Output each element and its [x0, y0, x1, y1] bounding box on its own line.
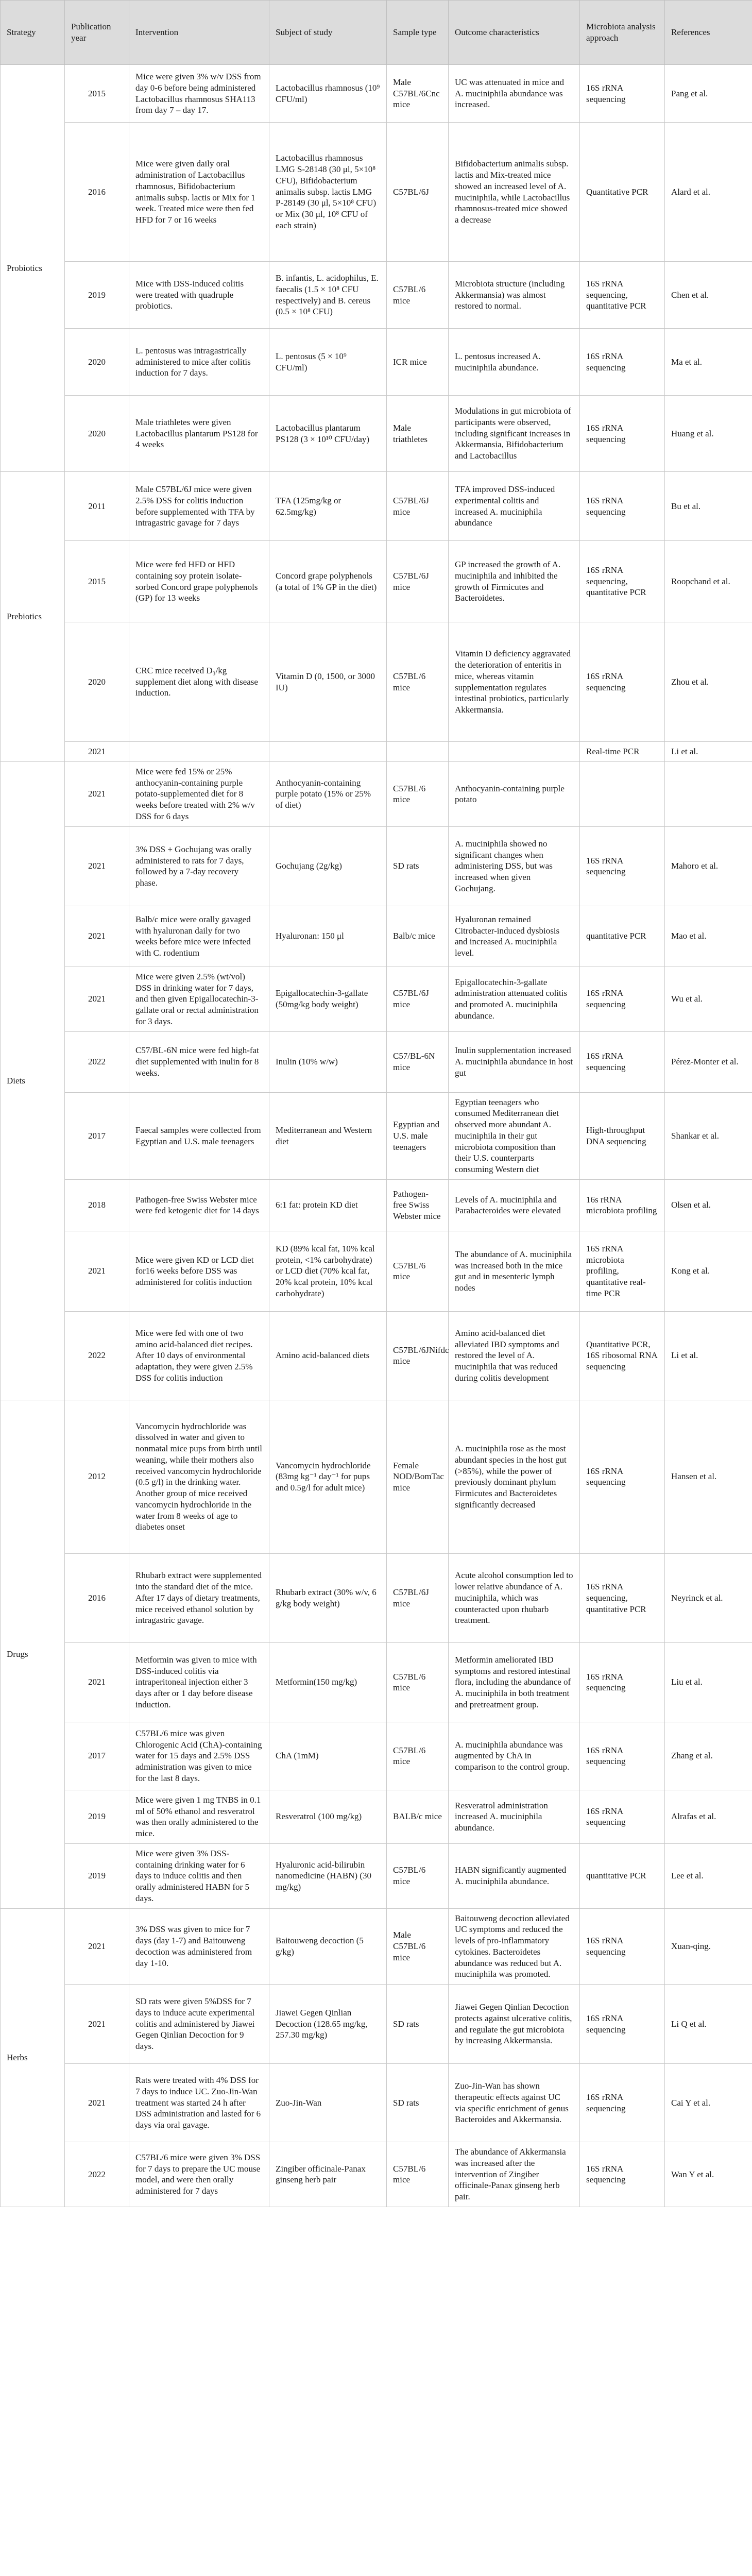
sample-type-cell: SD rats: [387, 2064, 449, 2142]
year-cell: 2016: [65, 123, 129, 262]
reference-cell: Li et al.: [665, 1311, 752, 1400]
outcome-cell: Modulations in gut microbiota of participants were observed, including significant increases in Akkermansia, Bifidobacterium and Lactobacillus: [449, 396, 580, 472]
analysis-cell: 16S rRNA sequencing: [580, 2064, 665, 2142]
reference-cell: Roopchand et al.: [665, 541, 752, 622]
table-row: [1, 472, 752, 541]
strategy-cell: Drugs: [1, 1400, 65, 1908]
header-outcome: Outcome characteristics: [449, 1, 580, 65]
intervention-cell: Mice were given KD or LCD diet for16 weeks before DSS was administered for colitis induction: [129, 1231, 269, 1311]
reference-cell: Hansen et al.: [665, 1400, 752, 1553]
outcome-cell: A. muciniphila abundance was augmented by ChA in comparison to the control group.: [449, 1722, 580, 1790]
year-cell: 2022: [65, 1031, 129, 1092]
subject-cell: Epigallocatechin-3-gallate (50mg/kg body weight): [269, 967, 387, 1031]
table-row: [1, 906, 752, 967]
outcome-cell: GP increased the growth of A. muciniphila and inhibited the growth of Firmicutes and Bacteroidetes.: [449, 541, 580, 622]
subject-cell: Lactobacillus plantarum PS128 (3 × 10¹⁰ CFU/day): [269, 396, 387, 472]
analysis-cell: 16S rRNA sequencing: [580, 1722, 665, 1790]
intervention-cell: Mice were given 2.5% (wt/vol) DSS in drinking water for 7 days, and then given Epigallocatechin-3-gallate oral or rectal administration for 3 days.: [129, 967, 269, 1031]
reference-cell: Shankar et al.: [665, 1092, 752, 1179]
outcome-cell: Inulin supplementation increased A. muciniphila abundance in host gut: [449, 1031, 580, 1092]
year-cell: 2017: [65, 1722, 129, 1790]
outcome-cell: Epigallocatechin-3-gallate administration attenuated colitis and promoted A. muciniphila abundance.: [449, 967, 580, 1031]
header-publication-year: Publication year: [65, 1, 129, 65]
intervention-cell: Pathogen-free Swiss Webster mice were fed ketogenic diet for 14 days: [129, 1179, 269, 1231]
sample-type-cell: C57BL/6 mice: [387, 761, 449, 826]
analysis-cell: [580, 761, 665, 826]
subject-cell: [269, 742, 387, 762]
reference-cell: Pérez-Monter et al.: [665, 1031, 752, 1092]
table-row: [1, 329, 752, 396]
subject-cell: Resveratrol (100 mg/kg): [269, 1790, 387, 1843]
subject-cell: Jiawei Gegen Qinlian Decoction (128.65 mg/kg, 257.30 mg/kg): [269, 1985, 387, 2064]
analysis-cell: 16S rRNA sequencing: [580, 622, 665, 742]
analysis-cell: 16S rRNA sequencing: [580, 1642, 665, 1722]
year-cell: 2021: [65, 826, 129, 906]
table-row: [1, 1722, 752, 1790]
intervention-cell: CRC mice received D₃/kg supplement diet along with disease induction.: [129, 622, 269, 742]
reference-cell: Wan Y et al.: [665, 2142, 752, 2207]
table-row: [1, 967, 752, 1031]
intervention-cell: Rhubarb extract were supplemented into the standard diet of the mice. After 17 days of dietary treatments, mice received ethanol solution by intragastric gavage.: [129, 1553, 269, 1642]
analysis-cell: 16s rRNA microbiota profiling: [580, 1179, 665, 1231]
outcome-cell: TFA improved DSS-induced experimental colitis and increased A. muciniphila abundance: [449, 472, 580, 541]
sample-type-cell: C57BL/6J mice: [387, 472, 449, 541]
intervention-cell: Male triathletes were given Lactobacillus plantarum PS128 for 4 weeks: [129, 396, 269, 472]
year-cell: 2020: [65, 396, 129, 472]
sample-type-cell: Male C57BL/6Cnc mice: [387, 65, 449, 123]
year-cell: 2021: [65, 2064, 129, 2142]
table-row: [1, 742, 752, 762]
strategy-cell: Probiotics: [1, 65, 65, 472]
outcome-cell: Acute alcohol consumption led to lower relative abundance of A. muciniphila, which was counteracted upon rhubarb treatment.: [449, 1553, 580, 1642]
header-references: References: [665, 1, 752, 65]
table-row: [1, 1031, 752, 1092]
sample-type-cell: C57BL/6 mice: [387, 1642, 449, 1722]
intervention-cell: 3% DSS + Gochujang was orally administered to rats for 7 days, followed by a 7-day recovery phase.: [129, 826, 269, 906]
subject-cell: Rhubarb extract (30% w/v, 6 g/kg body weight): [269, 1553, 387, 1642]
intervention-cell: Mice were fed with one of two amino acid-balanced diet recipes. After 10 days of environmental adaptation, they were given 2.5% DSS for colitis induction: [129, 1311, 269, 1400]
subject-cell: Baitouweng decoction (5 g/kg): [269, 1908, 387, 1985]
subject-cell: 6:1 fat: protein KD diet: [269, 1179, 387, 1231]
table-row: [1, 262, 752, 329]
sample-type-cell: C57BL/6J mice: [387, 1553, 449, 1642]
year-cell: 2021: [65, 1908, 129, 1985]
reference-cell: Neyrinck et al.: [665, 1553, 752, 1642]
year-cell: 2015: [65, 65, 129, 123]
year-cell: 2019: [65, 1790, 129, 1843]
outcome-cell: Microbiota structure (including Akkermansia) was almost restored to normal.: [449, 262, 580, 329]
analysis-cell: 16S rRNA sequencing: [580, 396, 665, 472]
table-row: [1, 2064, 752, 2142]
outcome-cell: HABN significantly augmented A. muciniphila abundance.: [449, 1843, 580, 1908]
intervention-cell: C57BL/6 mice was given Chlorogenic Acid (ChA)-containing water for 15 days and 2.5% DSS administration was given to mice for the last 8 days.: [129, 1722, 269, 1790]
sample-type-cell: C57BL/6 mice: [387, 1843, 449, 1908]
outcome-cell: Vitamin D deficiency aggravated the deterioration of enteritis in mice, whereas vitamin supplementation regulates intestinal probiotics, particularly Akkermansia.: [449, 622, 580, 742]
analysis-cell: 16S rRNA sequencing, quantitative PCR: [580, 262, 665, 329]
analysis-cell: 16S rRNA sequencing: [580, 1908, 665, 1985]
table-row: [1, 826, 752, 906]
analysis-cell: High-throughput DNA sequencing: [580, 1092, 665, 1179]
table-body: [1, 65, 752, 2207]
table-row: [1, 123, 752, 262]
year-cell: 2021: [65, 1642, 129, 1722]
analysis-cell: 16S rRNA sequencing: [580, 1400, 665, 1553]
reference-cell: Mao et al.: [665, 906, 752, 967]
sample-type-cell: C57BL/6J: [387, 123, 449, 262]
analysis-cell: 16S rRNA sequencing: [580, 2142, 665, 2207]
table-row: [1, 1985, 752, 2064]
year-cell: 2019: [65, 1843, 129, 1908]
table-row: [1, 65, 752, 123]
table-row: [1, 622, 752, 742]
intervention-cell: Mice with DSS-induced colitis were treated with quadruple probiotics.: [129, 262, 269, 329]
strategy-cell: Herbs: [1, 1908, 65, 2207]
year-cell: 2021: [65, 1985, 129, 2064]
outcome-cell: Amino acid-balanced diet alleviated IBD symptoms and restored the level of A. muciniphila that was reduced during colitis development: [449, 1311, 580, 1400]
year-cell: 2021: [65, 906, 129, 967]
header-intervention: Intervention: [129, 1, 269, 65]
outcome-cell: A. muciniphila rose as the most abundant species in the host gut (>85%), while the power of previously dominant phylum Firmicutes and Bacteroidetes significantly decreased: [449, 1400, 580, 1553]
sample-type-cell: C57BL/6 mice: [387, 1722, 449, 1790]
sample-type-cell: ICR mice: [387, 329, 449, 396]
reference-cell: Wu et al.: [665, 967, 752, 1031]
analysis-cell: 16S rRNA sequencing, quantitative PCR: [580, 1553, 665, 1642]
subject-cell: KD (89% kcal fat, 10% kcal protein, <1% carbohydrate) or LCD diet (70% kcal fat, 20% kcal protein, 10% kcal carbohydrate): [269, 1231, 387, 1311]
intervention-cell: Mice were fed HFD or HFD containing soy protein isolate-sorbed Concord grape polyphenols (GP) for 13 weeks: [129, 541, 269, 622]
year-cell: 2021: [65, 1231, 129, 1311]
intervention-cell: Faecal samples were collected from Egyptian and U.S. male teenagers: [129, 1092, 269, 1179]
reference-cell: Ma et al.: [665, 329, 752, 396]
reference-cell: Pang et al.: [665, 65, 752, 123]
sample-type-cell: Male triathletes: [387, 396, 449, 472]
outcome-cell: Resveratrol administration increased A. muciniphila abundance.: [449, 1790, 580, 1843]
subject-cell: Zuo-Jin-Wan: [269, 2064, 387, 2142]
outcome-cell: Jiawei Gegen Qinlian Decoction protects against ulcerative colitis, and regulate the gut microbiota by increasing Akkermansia.: [449, 1985, 580, 2064]
header-sample-type: Sample type: [387, 1, 449, 65]
table-row: [1, 1231, 752, 1311]
subject-cell: Gochujang (2g/kg): [269, 826, 387, 906]
intervention-cell: C57BL/6 mice were given 3% DSS for 7 days to prepare the UC mouse model, and were then orally administered for 7 days: [129, 2142, 269, 2207]
subject-cell: Hyaluronan: 150 μl: [269, 906, 387, 967]
sample-type-cell: Egyptian and U.S. male teenagers: [387, 1092, 449, 1179]
sample-type-cell: C57BL/6 mice: [387, 1231, 449, 1311]
sample-type-cell: C57/BL-6N mice: [387, 1031, 449, 1092]
table-header: [1, 1, 752, 65]
reference-cell: Li et al.: [665, 742, 752, 762]
outcome-cell: Metformin ameliorated IBD symptoms and restored intestinal flora, including the abundance of A. muciniphila in both treatment and pretreatment group.: [449, 1642, 580, 1722]
outcome-cell: Egyptian teenagers who consumed Mediterranean diet observed more abundant A. muciniphila in their gut microbiota composition than their U.S. counterparts consuming Western diet: [449, 1092, 580, 1179]
intervention-cell: Mice were fed 15% or 25% anthocyanin-containing purple potato-supplemented diet for 8 weeks before treated with 2% w/v DSS for 6 days: [129, 761, 269, 826]
intervention-cell: Rats were treated with 4% DSS for 7 days to induce UC. Zuo-Jin-Wan treatment was started 24 h after DSS administration and lasted for 6 days via oral gavage.: [129, 2064, 269, 2142]
table-row: [1, 1642, 752, 1722]
analysis-cell: 16S rRNA sequencing, quantitative PCR: [580, 541, 665, 622]
analysis-cell: Quantitative PCR, 16S ribosomal RNA sequencing: [580, 1311, 665, 1400]
intervention-cell: Balb/c mice were orally gavaged with hyaluronan daily for two weeks before mice were infected with C. rodentium: [129, 906, 269, 967]
analysis-cell: 16S rRNA microbiota profiling, quantitative real-time PCR: [580, 1231, 665, 1311]
outcome-cell: Baitouweng decoction alleviated UC symptoms and reduced the levels of pro-inflammatory cytokines. Bacteroidetes abundance was reduced but A. muciniphila was promoted.: [449, 1908, 580, 1985]
intervention-cell: Mice were given daily oral administration of Lactobacillus rhamnosus, Bifidobacterium animalis subsp. lactis or Mix for 1 week. Treated mice were then fed HFD for 7 or 16 weeks: [129, 123, 269, 262]
reference-cell: Alrafas et al.: [665, 1790, 752, 1843]
sample-type-cell: Female NOD/BomTac mice: [387, 1400, 449, 1553]
table-row: [1, 1311, 752, 1400]
intervention-cell: Mice were given 1 mg TNBS in 0.1 ml of 50% ethanol and resveratrol was then orally administered to the mice.: [129, 1790, 269, 1843]
sample-type-cell: C57BL/6 mice: [387, 2142, 449, 2207]
reference-cell: Li Q et al.: [665, 1985, 752, 2064]
intervention-cell: [129, 742, 269, 762]
sample-type-cell: Balb/c mice: [387, 906, 449, 967]
sample-type-cell: SD rats: [387, 1985, 449, 2064]
outcome-cell: Anthocyanin-containing purple potato: [449, 761, 580, 826]
analysis-cell: 16S rRNA sequencing: [580, 472, 665, 541]
year-cell: 2020: [65, 329, 129, 396]
year-cell: 2021: [65, 967, 129, 1031]
sample-type-cell: Male C57BL/6 mice: [387, 1908, 449, 1985]
year-cell: 2019: [65, 262, 129, 329]
reference-cell: Liu et al.: [665, 1642, 752, 1722]
subject-cell: Lactobacillus rhamnosus LMG S-28148 (30 μl, 5×10⁸ CFU), Bifidobacterium animalis subsp. lactis LMG P-28149 (30 μl, 5×10⁸ CFU) or Mix (30 μl, 10⁸ CFU of each strain): [269, 123, 387, 262]
year-cell: 2018: [65, 1179, 129, 1231]
subject-cell: Anthocyanin-containing purple potato (15% or 25% of diet): [269, 761, 387, 826]
year-cell: 2022: [65, 1311, 129, 1400]
subject-cell: TFA (125mg/kg or 62.5mg/kg): [269, 472, 387, 541]
sample-type-cell: C57BL/6J mice: [387, 541, 449, 622]
analysis-cell: 16S rRNA sequencing: [580, 1790, 665, 1843]
outcome-cell: The abundance of Akkermansia was increased after the intervention of Zingiber officinale-Panax ginseng herb pair.: [449, 2142, 580, 2207]
year-cell: 2020: [65, 622, 129, 742]
table-row: [1, 1908, 752, 1985]
reference-cell: Chen et al.: [665, 262, 752, 329]
header-subject-of-study: Subject of study: [269, 1, 387, 65]
intervention-cell: Metformin was given to mice with DSS-induced colitis via intraperitoneal injection either 3 days after or 1 day before disease induction.: [129, 1642, 269, 1722]
subject-cell: L. pentosus (5 × 10⁹ CFU/ml): [269, 329, 387, 396]
analysis-cell: 16S rRNA sequencing: [580, 65, 665, 123]
analysis-cell: Real-time PCR: [580, 742, 665, 762]
reference-cell: Bu et al.: [665, 472, 752, 541]
table-row: [1, 761, 752, 826]
header-microbiota-analysis: Microbiota analysis approach: [580, 1, 665, 65]
analysis-cell: 16S rRNA sequencing: [580, 1031, 665, 1092]
subject-cell: Zingiber officinale-Panax ginseng herb pair: [269, 2142, 387, 2207]
table-row: [1, 1790, 752, 1843]
analysis-cell: 16S rRNA sequencing: [580, 329, 665, 396]
reference-cell: [665, 761, 752, 826]
reference-cell: Mahoro et al.: [665, 826, 752, 906]
table-row: [1, 1843, 752, 1908]
analysis-cell: Quantitative PCR: [580, 123, 665, 262]
year-cell: 2011: [65, 472, 129, 541]
subject-cell: Amino acid-balanced diets: [269, 1311, 387, 1400]
sample-type-cell: SD rats: [387, 826, 449, 906]
subject-cell: Vitamin D (0, 1500, or 3000 IU): [269, 622, 387, 742]
table-row: [1, 1400, 752, 1553]
intervention-cell: 3% DSS was given to mice for 7 days (day 1-7) and Baitouweng decoction was administered from day 1-10.: [129, 1908, 269, 1985]
reference-cell: Cai Y et al.: [665, 2064, 752, 2142]
outcome-cell: Zuo-Jin-Wan has shown therapeutic effects against UC via specific enrichment of genus Bacteroides and Akkermansia.: [449, 2064, 580, 2142]
reference-cell: Huang et al.: [665, 396, 752, 472]
subject-cell: Metformin(150 mg/kg): [269, 1642, 387, 1722]
analysis-cell: 16S rRNA sequencing: [580, 967, 665, 1031]
outcome-cell: Hyaluronan remained Citrobacter-induced dysbiosis and increased A. muciniphila level.: [449, 906, 580, 967]
subject-cell: ChA (1mM): [269, 1722, 387, 1790]
year-cell: 2021: [65, 742, 129, 762]
subject-cell: Vancomycin hydrochloride (83mg kg⁻¹ day⁻¹ for pups and 0.5g/l for adult mice): [269, 1400, 387, 1553]
sample-type-cell: C57BL/6JNifdc mice: [387, 1311, 449, 1400]
sample-type-cell: BALB/c mice: [387, 1790, 449, 1843]
intervention-cell: Male C57BL/6J mice were given 2.5% DSS for colitis induction before supplemented with TFA by intragastric gavage for 7 days: [129, 472, 269, 541]
year-cell: 2016: [65, 1553, 129, 1642]
table-row: [1, 2142, 752, 2207]
outcome-cell: [449, 742, 580, 762]
table-row: [1, 396, 752, 472]
subject-cell: Mediterranean and Western diet: [269, 1092, 387, 1179]
reference-cell: Kong et al.: [665, 1231, 752, 1311]
year-cell: 2021: [65, 761, 129, 826]
subject-cell: Lactobacillus rhamnosus (10⁹ CFU/ml): [269, 65, 387, 123]
subject-cell: Inulin (10% w/w): [269, 1031, 387, 1092]
header-strategy: Strategy: [1, 1, 65, 65]
reference-cell: Zhou et al.: [665, 622, 752, 742]
sample-type-cell: C57BL/6 mice: [387, 622, 449, 742]
strategy-cell: Prebiotics: [1, 472, 65, 762]
strategy-cell: Diets: [1, 761, 65, 1400]
intervention-cell: Mice were given 3% DSS-containing drinking water for 6 days to induce colitis and then orally administered HABN for 5 days.: [129, 1843, 269, 1908]
subject-cell: Concord grape polyphenols (a total of 1% GP in the diet): [269, 541, 387, 622]
analysis-cell: 16S rRNA sequencing: [580, 1985, 665, 2064]
year-cell: 2017: [65, 1092, 129, 1179]
table-row: [1, 1092, 752, 1179]
year-cell: 2015: [65, 541, 129, 622]
sample-type-cell: C57BL/6 mice: [387, 262, 449, 329]
outcome-cell: Levels of A. muciniphila and Parabacteroides were elevated: [449, 1179, 580, 1231]
outcome-cell: A. muciniphila showed no significant changes when administering DSS, but was increased when given Gochujang.: [449, 826, 580, 906]
reference-cell: Zhang et al.: [665, 1722, 752, 1790]
outcome-cell: L. pentosus increased A. muciniphila abundance.: [449, 329, 580, 396]
sample-type-cell: [387, 742, 449, 762]
year-cell: 2022: [65, 2142, 129, 2207]
analysis-cell: quantitative PCR: [580, 906, 665, 967]
outcome-cell: Bifidobacterium animalis subsp. lactis and Mix-treated mice showed an increased level of A. muciniphila, while Lactobacillus rhamnosus-treated mice showed a decrease: [449, 123, 580, 262]
reference-cell: Xuan-qing.: [665, 1908, 752, 1985]
reference-cell: Olsen et al.: [665, 1179, 752, 1231]
sample-type-cell: Pathogen-free Swiss Webster mice: [387, 1179, 449, 1231]
intervention-cell: SD rats were given 5%DSS for 7 days to induce acute experimental colitis and administered by Jiawei Gegen Qinlian Decoction for 9 days.: [129, 1985, 269, 2064]
table-row: [1, 1553, 752, 1642]
reference-cell: Lee et al.: [665, 1843, 752, 1908]
reference-cell: Alard et al.: [665, 123, 752, 262]
intervention-cell: L. pentosus was intragastrically administered to mice after colitis induction for 7 days.: [129, 329, 269, 396]
outcome-cell: The abundance of A. muciniphila was increased both in the mice gut and in mesenteric lymph nodes: [449, 1231, 580, 1311]
analysis-cell: quantitative PCR: [580, 1843, 665, 1908]
table-row: [1, 541, 752, 622]
analysis-cell: 16S rRNA sequencing: [580, 826, 665, 906]
table-row: [1, 1179, 752, 1231]
intervention-cell: C57/BL-6N mice were fed high-fat diet supplemented with inulin for 8 weeks.: [129, 1031, 269, 1092]
header-row: [1, 1, 752, 65]
intervention-cell: Mice were given 3% w/v DSS from day 0-6 before being administered Lactobacillus rhamnosus SHA113 from day 7 – day 17.: [129, 65, 269, 123]
sample-type-cell: C57BL/6J mice: [387, 967, 449, 1031]
subject-cell: B. infantis, L. acidophilus, E. faecalis (1.5 × 10⁸ CFU respectively) and B. cereus (0.5 × 10⁸ CFU): [269, 262, 387, 329]
outcome-cell: UC was attenuated in mice and A. muciniphila abundance was increased.: [449, 65, 580, 123]
year-cell: 2012: [65, 1400, 129, 1553]
subject-cell: Hyaluronic acid-bilirubin nanomedicine (HABN) (30 mg/kg): [269, 1843, 387, 1908]
intervention-cell: Vancomycin hydrochloride was dissolved in water and given to nonmatal mice pups from birth until weaning, while their mothers also received vancomycin hydrochloride (0.5 g/l) in the drinking water. Another group of mice received vancomycin hydrochloride in the water from 8 weeks of age to diabetes onset: [129, 1400, 269, 1553]
